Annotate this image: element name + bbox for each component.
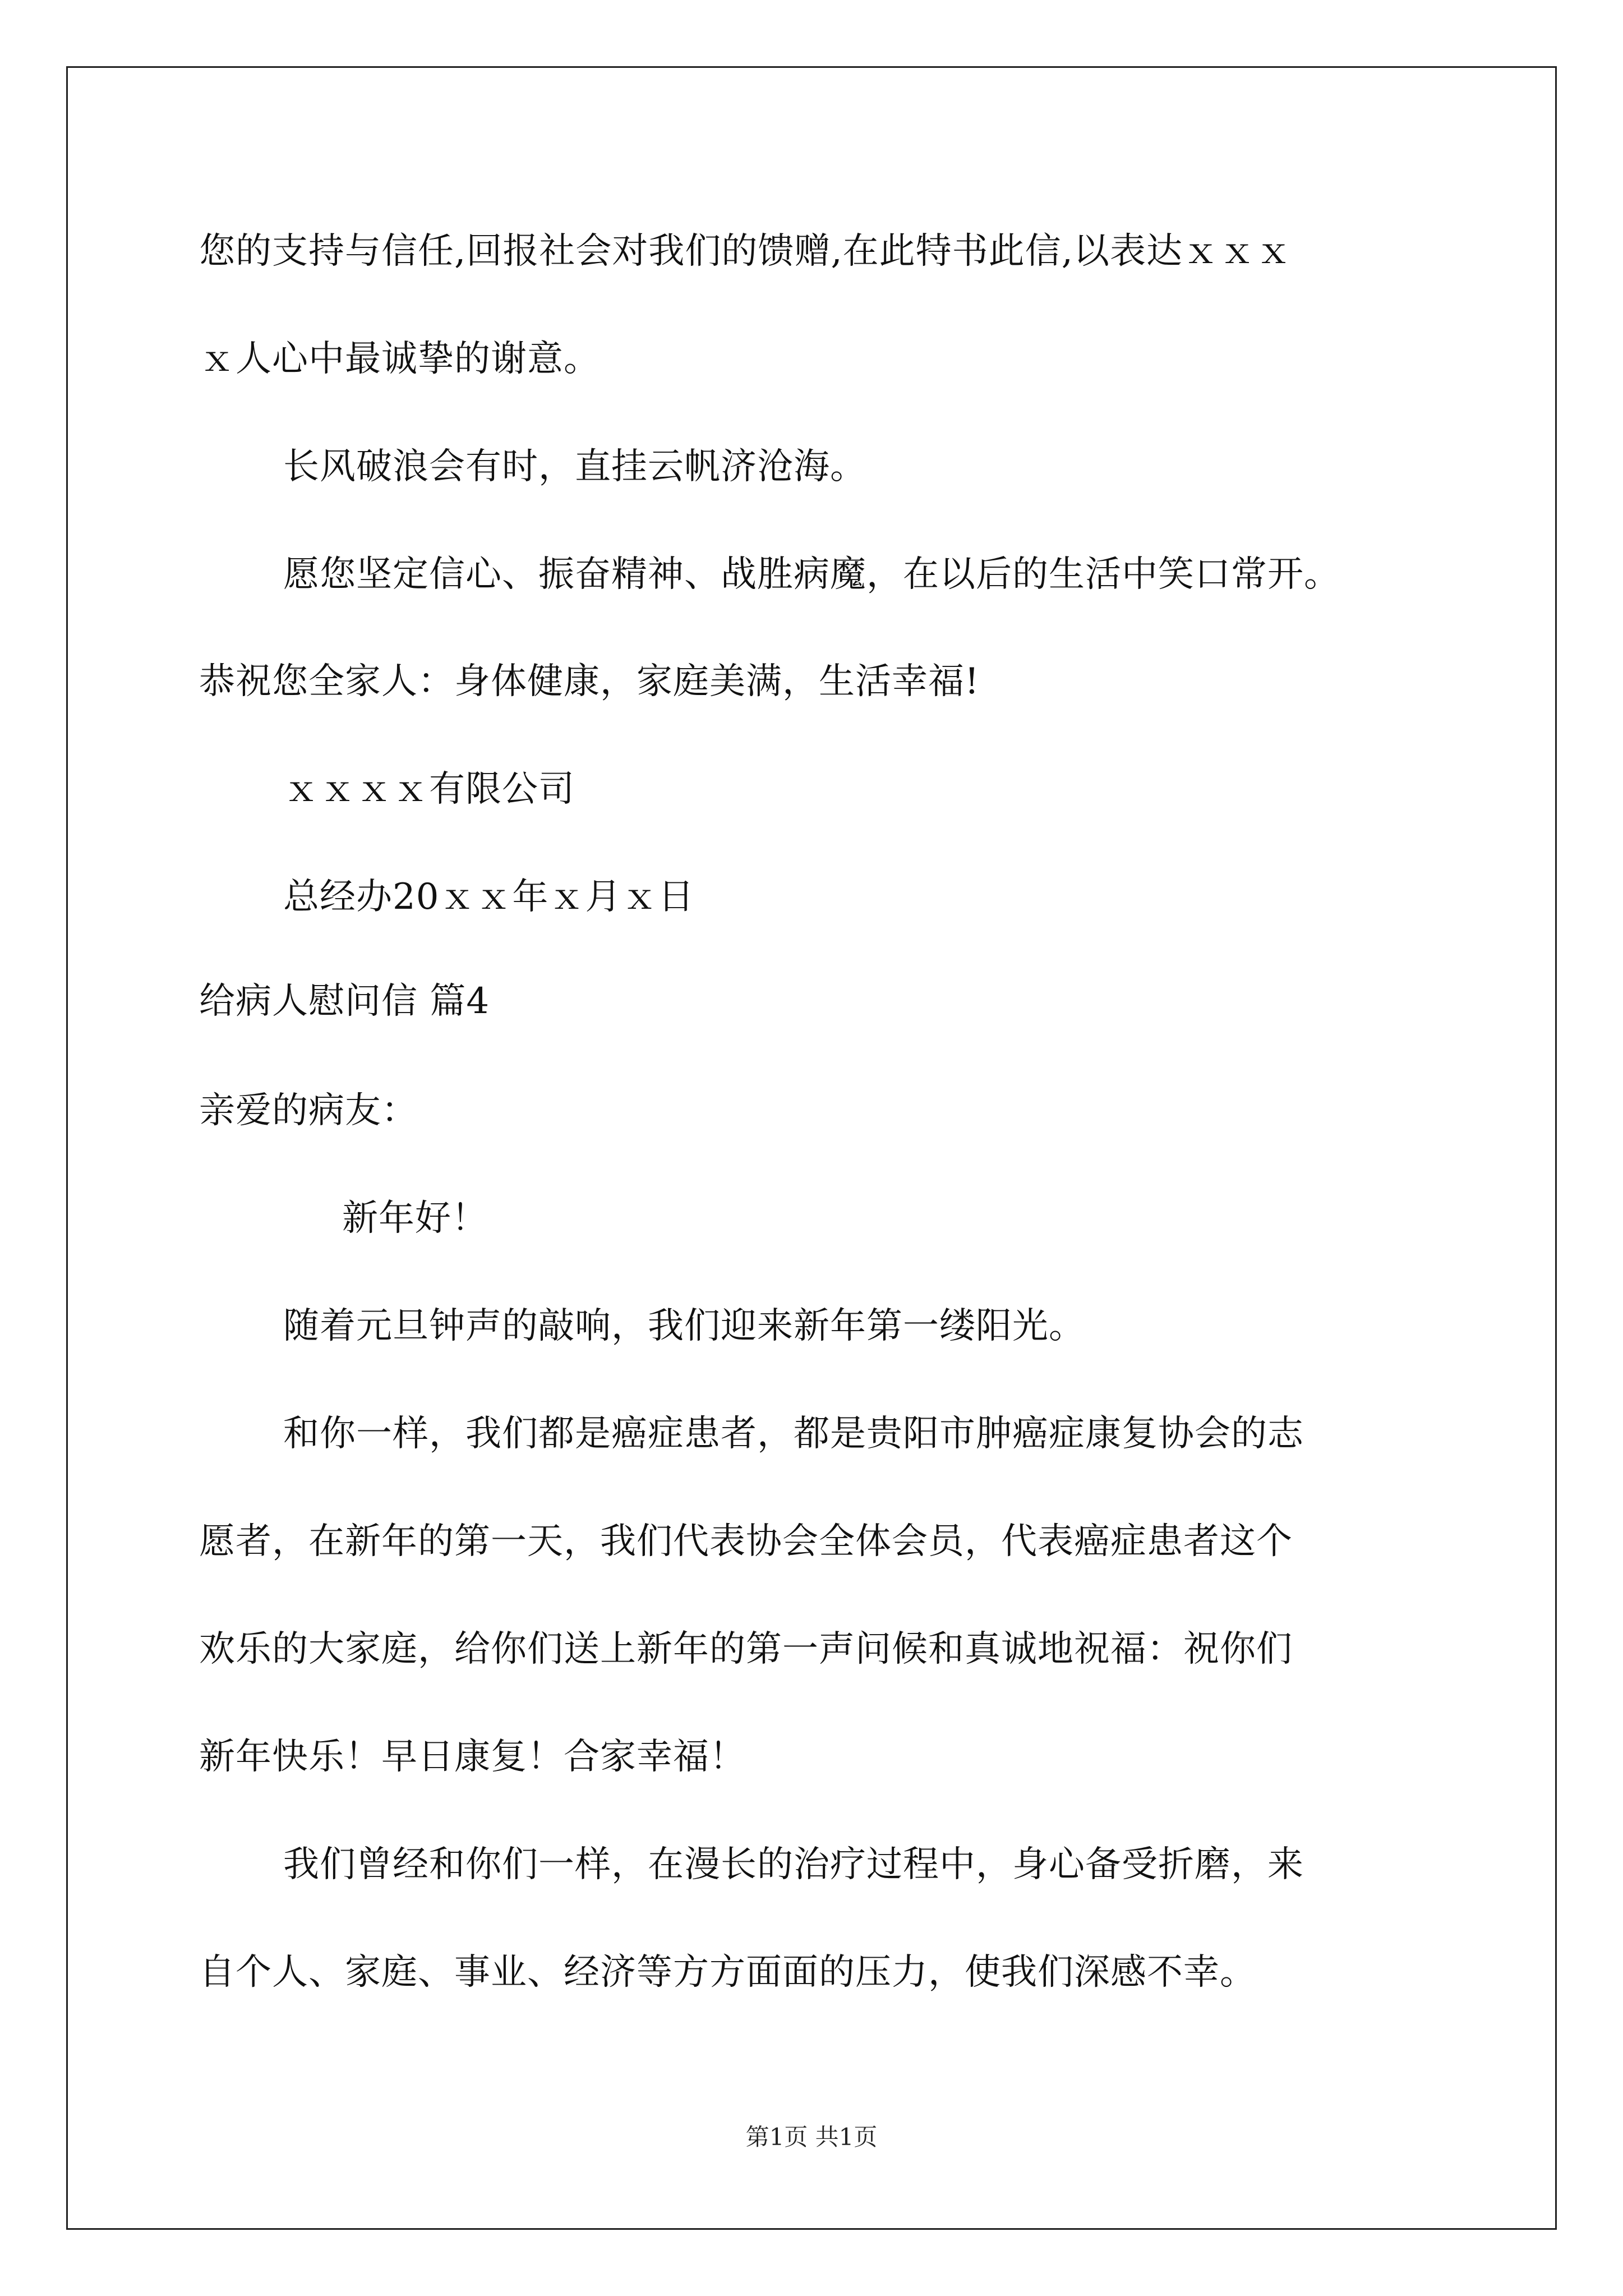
body-line-16: 我们曾经和你们一样，在漫长的治疗过程中，身心备受折磨，来 <box>283 1844 1304 1885</box>
body-line-4: 愿您坚定信心、振奋精神、战胜病魔，在以后的生活中笑口常开。 <box>283 554 1340 595</box>
page-border <box>66 66 1557 2230</box>
body-line-14: 欢乐的大家庭，给你们送上新年的第一声问候和真诚地祝福：祝你们 <box>199 1628 1293 1670</box>
body-line-1: 您的支持与信任,回报社会对我们的馈赠,在此特书此信,以表达ｘｘｘ <box>199 231 1293 272</box>
body-line-13: 愿者，在新年的第一天，我们代表协会全体会员，代表癌症患者这个 <box>199 1521 1293 1562</box>
signature-date: 总经办20ｘｘ年ｘ月ｘ日 <box>283 876 695 918</box>
greeting: 新年好！ <box>342 1198 488 1239</box>
body-line-17: 自个人、家庭、事业、经济等方方面面的压力，使我们深感不幸。 <box>199 1952 1256 1993</box>
body-line-15: 新年快乐！早日康复！合家幸福！ <box>199 1736 746 1778</box>
body-line-2: ｘ人心中最诚挚的谢意。 <box>199 338 600 380</box>
section-heading: 给病人慰问信 篇4 <box>199 981 490 1022</box>
body-line-12: 和你一样，我们都是癌症患者，都是贵阳市肿癌症康复协会的志 <box>283 1413 1304 1455</box>
signature-company: ｘｘｘｘ有限公司 <box>283 769 575 810</box>
salutation: 亲爱的病友： <box>199 1090 418 1131</box>
body-line-11: 随着元旦钟声的敲响，我们迎来新年第一缕阳光。 <box>283 1305 1085 1347</box>
page-footer: 第1页 共1页 <box>745 2123 878 2151</box>
body-line-5: 恭祝您全家人：身体健康，家庭美满，生活幸福! <box>199 661 980 702</box>
body-line-3: 长风破浪会有时，直挂云帆济沧海。 <box>283 446 866 487</box>
